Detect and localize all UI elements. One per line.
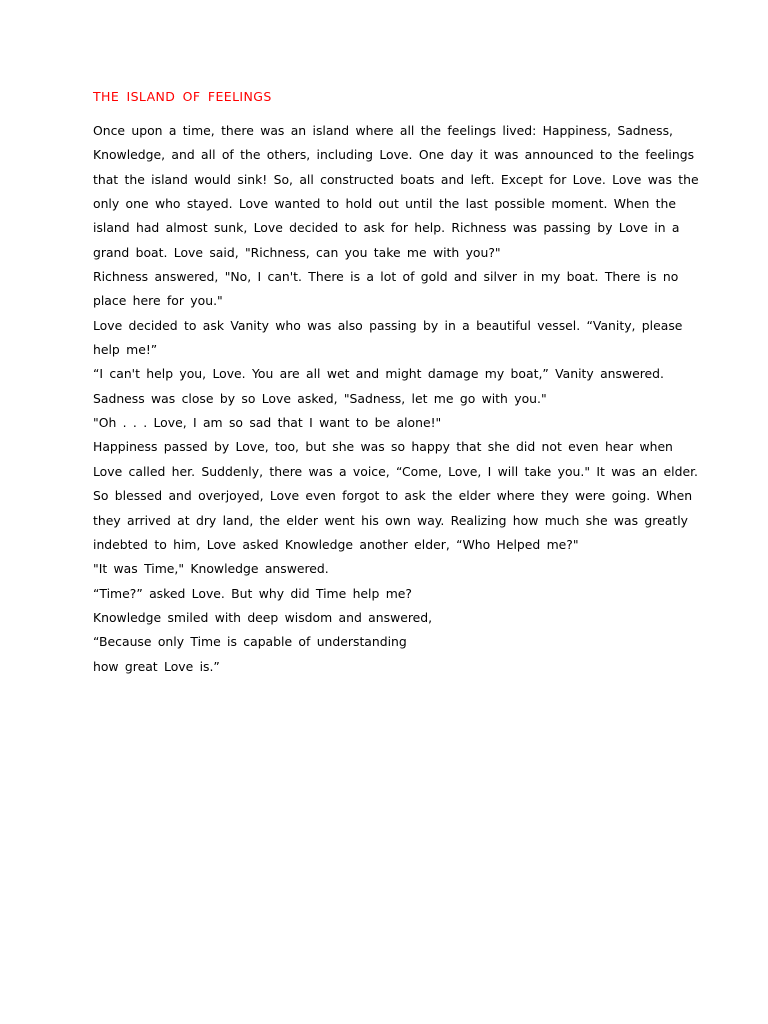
story-line-10: help me!” <box>93 342 158 358</box>
story-line-3: that the island would sink! So, all constructed boats and left. Except for Love. Love was the <box>93 171 699 187</box>
story-line-12: Sadness was close by so Love asked, "Sadness, let me go with you." <box>93 390 547 406</box>
story-line-7: Richness answered, "No, I can't. There is a lot of gold and silver in my boat. There is no <box>93 269 679 285</box>
story-line-15: Love called her. Suddenly, there was a voice, “Come, Love, I will take you." It was an elder. <box>93 463 698 479</box>
story-line-5: island had almost sunk, Love decided to ask for help. Richness was passing by Love in a <box>93 220 680 236</box>
story-line-13: "Oh . . . Love, I am so sad that I want to be alone!" <box>93 415 442 431</box>
story-line-4: only one who stayed. Love wanted to hold out until the last possible moment. When the <box>93 196 676 212</box>
story-line-18: indebted to him, Love asked Knowledge another elder, “Who Helped me?" <box>93 536 579 552</box>
story-line-20: “Time?” asked Love. But why did Time help me? <box>93 585 412 601</box>
story-line-17: they arrived at dry land, the elder went his own way. Realizing how much she was greatly <box>93 512 688 528</box>
story-line-8: place here for you." <box>93 293 223 309</box>
document-title: THE ISLAND OF FEELINGS <box>93 89 272 104</box>
story-line-14: Happiness passed by Love, too, but she was so happy that she did not even hear when <box>93 439 673 455</box>
story-line-19: "It was Time," Knowledge answered. <box>93 561 329 577</box>
story-body <box>93 122 699 682</box>
story-line-9: Love decided to ask Vanity who was also passing by in a beautiful vessel. “Vanity, please <box>93 317 683 333</box>
story-line-23: how great Love is.” <box>93 658 220 674</box>
story-line-1: Once upon a time, there was an island where all the feelings lived: Happiness, Sadness, <box>93 123 673 138</box>
story-line-2: Knowledge, and all of the others, including Love. One day it was announced to the feelings <box>93 147 695 163</box>
story-line-11: “I can't help you, Love. You are all wet and might damage my boat,” Vanity answered. <box>93 366 664 382</box>
story-line-21: Knowledge smiled with deep wisdom and answered, <box>93 609 433 625</box>
story-line-6: grand boat. Love said, "Richness, can you take me with you?" <box>93 244 501 260</box>
story-line-16: So blessed and overjoyed, Love even forgot to ask the elder where they were going. When <box>93 488 693 504</box>
story-line-22: “Because only Time is capable of understanding <box>93 634 407 650</box>
